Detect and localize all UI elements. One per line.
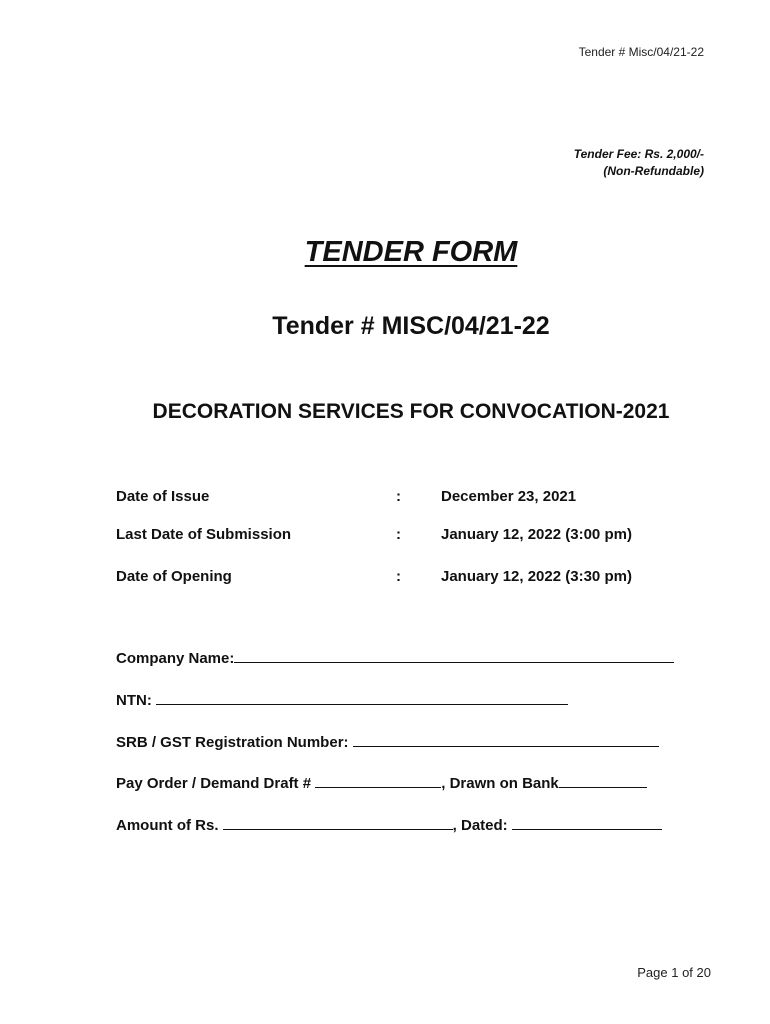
srb-gst-label: SRB / GST Registration Number:: [116, 734, 349, 751]
date-separator: :: [396, 526, 401, 543]
page-number: Page 1 of 20: [637, 965, 711, 980]
amount-blank[interactable]: [223, 815, 453, 830]
tender-fee-note: (Non-Refundable): [603, 164, 704, 178]
pay-order-field: [116, 773, 647, 792]
document-title: TENDER FORM: [304, 236, 518, 268]
header-reference: Tender # Misc/04/21-22: [578, 45, 704, 59]
tender-fee-amount: Tender Fee: Rs. 2,000/-: [573, 147, 704, 161]
amount-label: Amount of Rs.: [116, 817, 219, 834]
drawn-on-bank-label: , Drawn on Bank: [441, 775, 559, 792]
company-name-label: Company Name:: [116, 650, 235, 667]
date-label: Date of Opening: [116, 568, 232, 585]
company-name-blank[interactable]: [234, 648, 674, 663]
drawn-on-bank-blank[interactable]: [559, 773, 647, 788]
dated-blank[interactable]: [512, 815, 662, 830]
date-value: December 23, 2021: [441, 488, 577, 505]
date-separator: :: [396, 488, 401, 505]
date-label: Last Date of Submission: [116, 526, 292, 543]
tender-number: Tender # MISC/04/21-22: [272, 312, 550, 340]
amount-field: [116, 815, 662, 834]
date-value: January 12, 2022 (3:30 pm): [441, 568, 632, 585]
dated-label: , Dated:: [452, 817, 508, 834]
srb-gst-field: [116, 732, 659, 751]
ntn-label: NTN:: [116, 692, 152, 709]
ntn-field: [116, 690, 568, 709]
date-separator: :: [396, 568, 401, 585]
tender-subject: DECORATION SERVICES FOR CONVOCATION-2021: [152, 400, 670, 423]
ntn-blank[interactable]: [156, 690, 568, 705]
date-value: January 12, 2022 (3:00 pm): [441, 526, 632, 543]
tender-fee: [574, 146, 704, 180]
pay-order-blank[interactable]: [315, 773, 441, 788]
company-name-field: [116, 648, 674, 667]
date-label: Date of Issue: [116, 488, 210, 505]
srb-gst-blank[interactable]: [353, 732, 659, 747]
pay-order-label: Pay Order / Demand Draft #: [116, 775, 312, 792]
